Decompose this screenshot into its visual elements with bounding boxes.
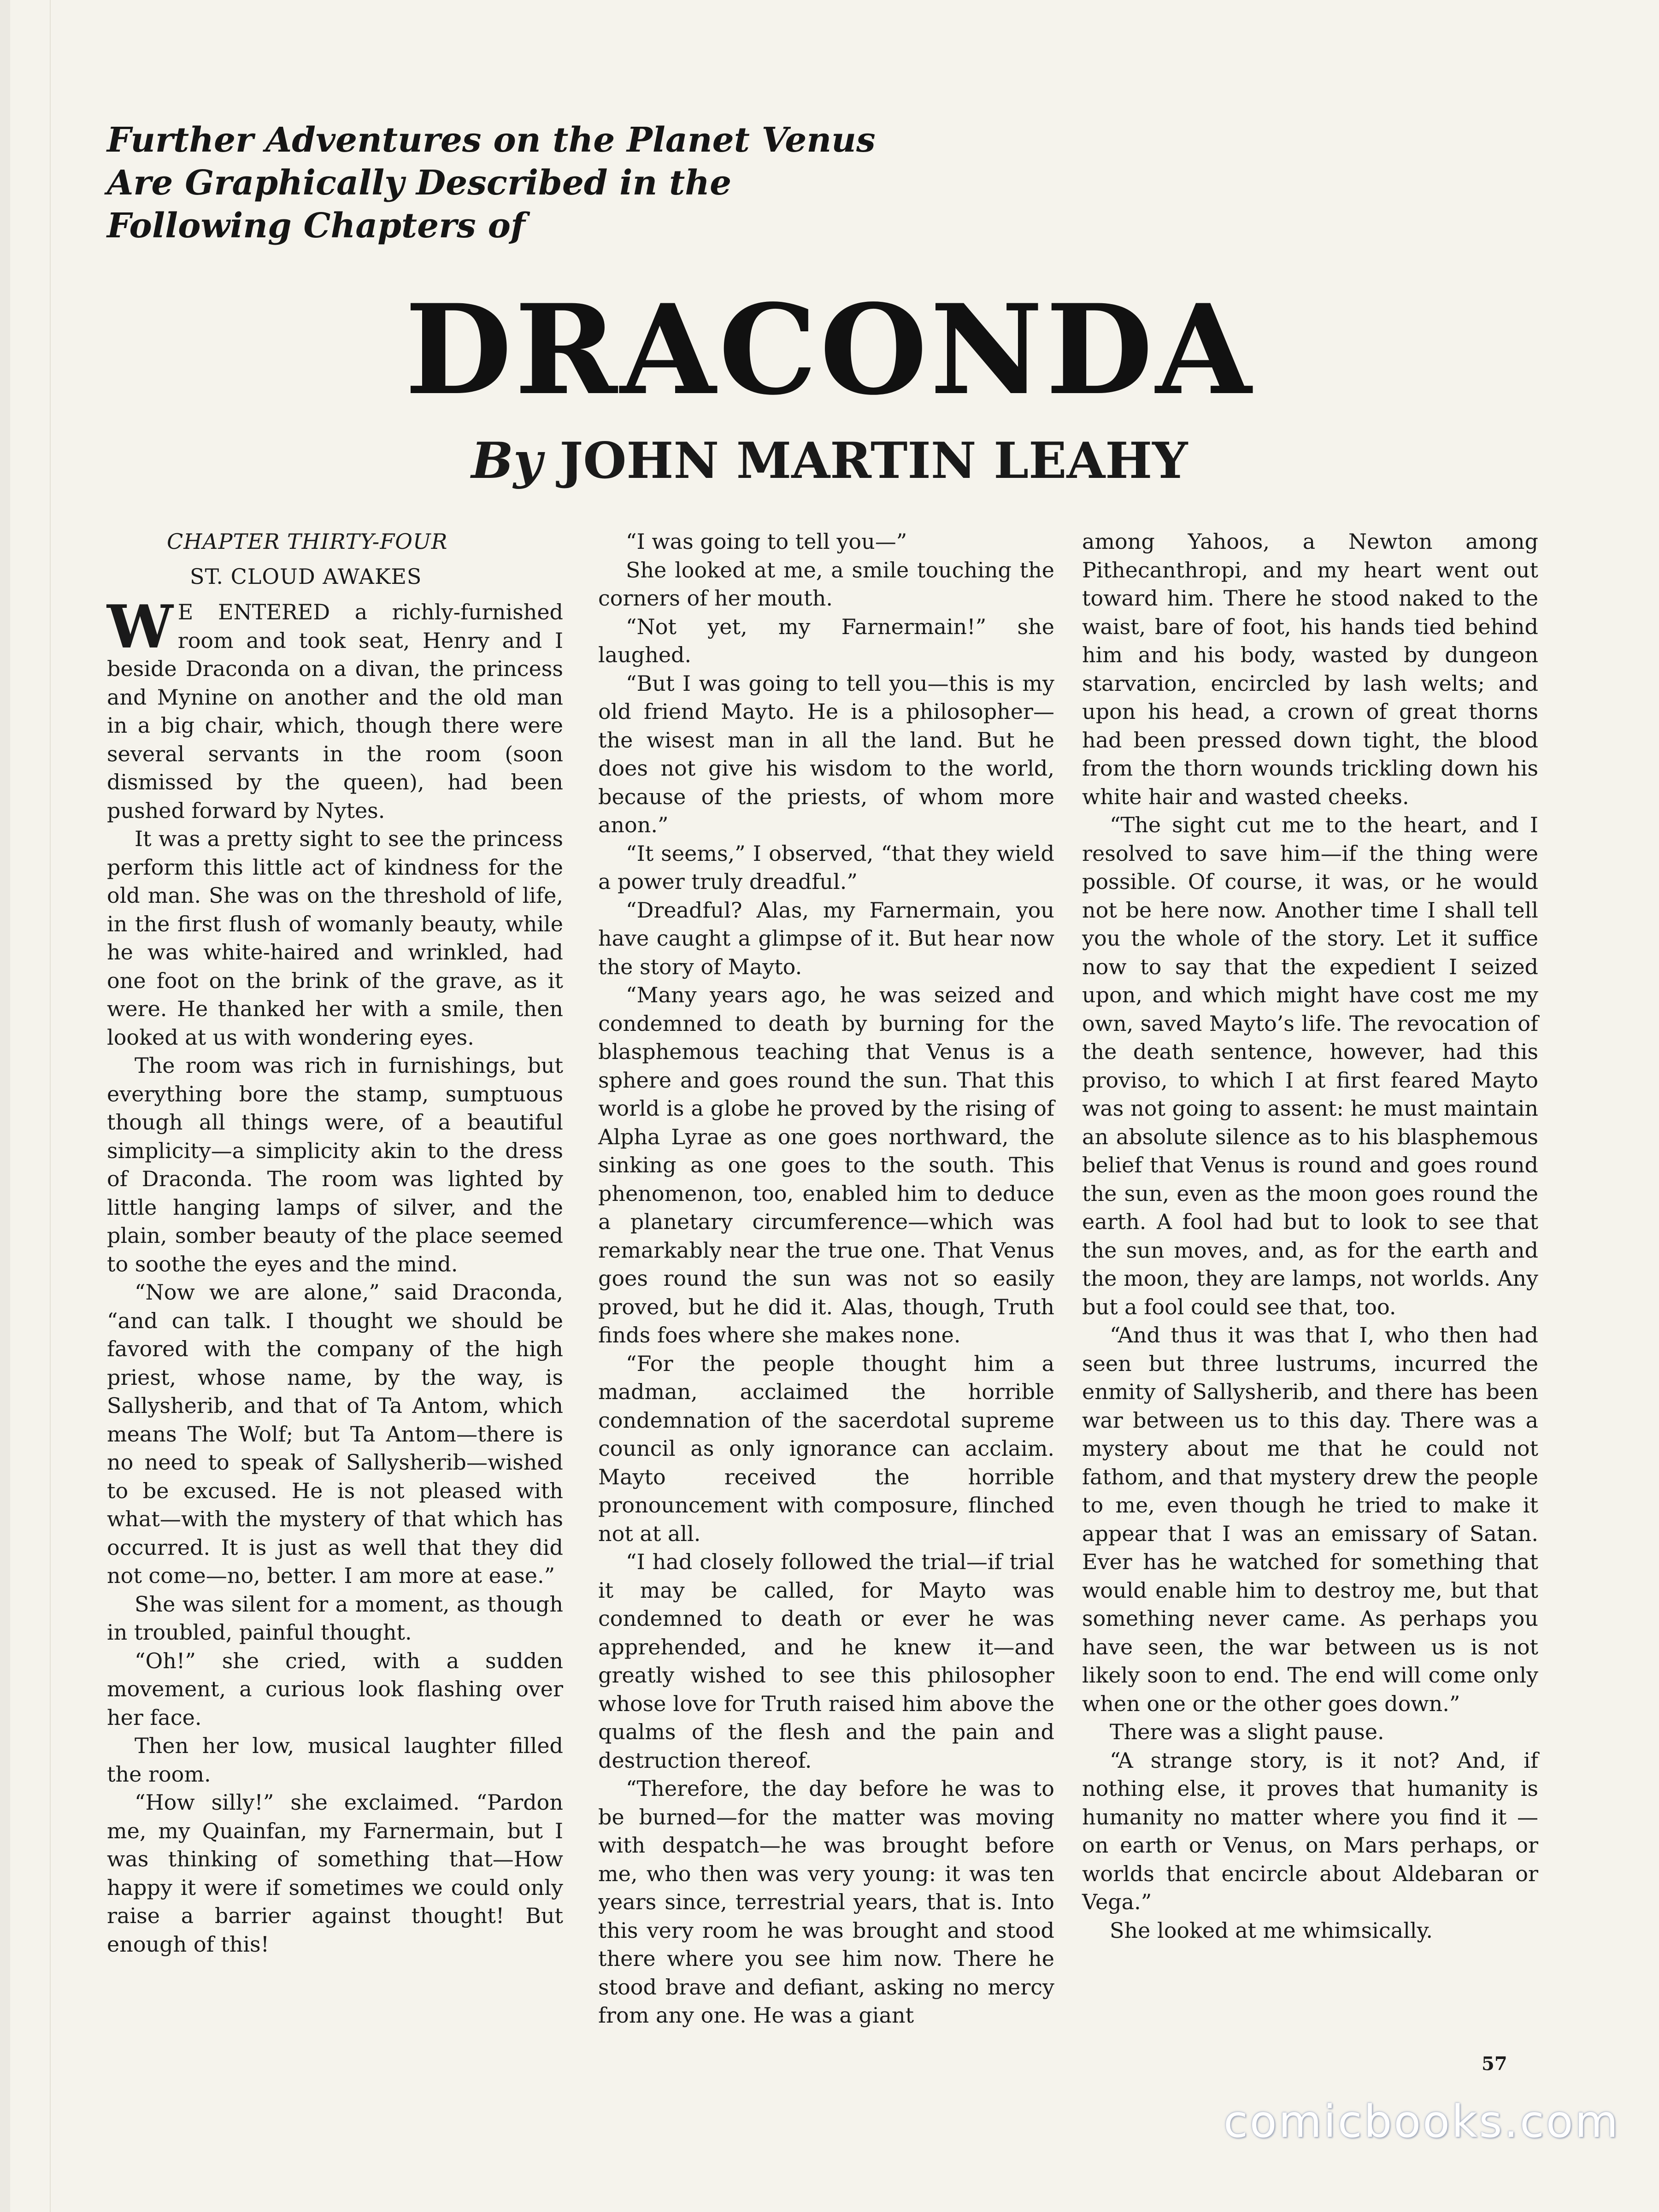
paragraph: “Many years ago, he was seized and condemned to death by burning for the blasphemous teaching that Venus is a sphere and goes round the sun. That this world is a globe he proved by the rising of Alpha Lyrae as one goes northward, the sinking as one goes to the south. This phenomenon, too, enabled him to deduce a planetary circumference—which was remarkably near the true one. That Venus goes round the sun was not so easily proved, but he did it. Alas, though, Truth finds foes where she makes none. [598,982,1054,1347]
paragraph: “Therefore, the day before he was to be burned—for the matter was moving with despatch—he was brought before me, who then was very young: it was ten years since, terrestrial years, that is. Into this very room he was brought and stood there where you see him now. There he stood brave and defiant, asking no mercy from any one. He was a giant [598,1776,1054,2028]
page-number: 57 [1482,2053,1507,2075]
paragraph: “The sight cut me to the heart, and I resolved to save him—if the thing were possible. Of course, it was, or he would not be here now. Another time I shall tell you the whole of the story. Let it suffice now to say that the expedient I seized upon, and which might have cost me my own, saved Mayto’s life. The revocation of the death sentence, however, had this proviso, to which I at first feared Mayto was not going to assent: he must maintain an absolute silence as to his blasphemous belief that Venus is round and goes round the sun, even as the moon goes round the earth. A fool had but to look to see that the sun moves, and, as for the earth and the moon, they are lamps, not worlds. Any but a fool could see that, too. [1082,812,1538,1319]
paragraph: “Oh!” she cried, with a sudden movement, a curious look flashing over her face. [107,1648,563,1730]
intro-line: Are Graphically Described in the [107,163,732,203]
chapter-subheading: ST. CLOUD AWAKES [190,564,422,589]
drop-cap: W [107,593,173,662]
byline-by: By [471,432,542,490]
text-column-3 [1082,528,1538,1945]
paragraph: The room was rich in furnishings, but everything bore the stamp, sumptuous though all things were, of a beautiful simplicity—a simplicity akin to the dress of Draconda. The room was lighted by little hanging lamps of silver, and the plain, somber beauty of the place seemed to soothe the eyes and the mind. [107,1053,563,1277]
paragraph: It was a pretty sight to see the princess perform this little act of kindness for the old man. She was on the threshold of life, in the first flush of womanly beauty, while he was white-haired and wrinkled, had one foot on the brink of the grave, as it were. He thanked her with a smile, then looked at us with wondering eyes. [107,826,563,1050]
paragraph: There was a slight pause. [1110,1719,1384,1744]
paragraph: “And thus it was that I, who then had seen but three lustrums, incurred the enmity of Sallysherib, and there has been war between us to this day. There was a mystery about me that he could not fathom, and that mystery drew the people to me, even though he tried to make it appear that I was an emissary of Satan. Ever has he watched for something that would enable him to destroy me, but that something never came. As perhaps you have seen, the war between us is not likely soon to end. The end will come only when one or the other goes down.” [1082,1323,1538,1716]
byline [0,431,1659,491]
chapter-heading: CHAPTER THIRTY-FOUR [167,529,448,554]
byline-author: JOHN MARTIN LEAHY [559,432,1188,490]
paragraph: among Yahoos, a Newton among Pithecanthropi, and my heart went out toward him. There he stood naked to the waist, bare of foot, his hands tied behind him and his body, wasted by dungeon starvation, encircled by lash welts; and upon his head, a crown of great thorns had been pressed down tight, the blood from the thorn wounds trickling down his white hair and wasted cheeks. [1082,529,1538,809]
paragraph: “How silly!” she exclaimed. “Pardon me, my Quainfan, my Farnermain, but I was thinking of something that—How happy it were if sometimes we could only raise a barrier against thought! But enough of this! [107,1790,563,1957]
watermark: comicbooks.com [1224,2096,1620,2147]
paragraph: “For the people thought him a madman, acclaimed the horrible condemnation of the sacerdotal supreme council as only ignorance can acclaim. Mayto received the horrible pronouncement with composure, flinched not at all. [598,1351,1054,1546]
paragraph: Then her low, musical laughter filled the room. [107,1733,563,1787]
text-column-2 [598,528,1054,2030]
intro-blurb [107,119,1029,247]
paragraph: “But I was going to tell you—this is my old friend Mayto. He is a philosopher—the wisest man in all the land. But he does not give his wisdom to the world, because of the priests, of whom more anon.” [598,671,1054,837]
paragraph: “A strange story, is it not? And, if nothing else, it proves that humanity is humanity no matter where you find it —on earth or Venus, on Mars perhaps, or worlds that encircle about Aldebaran or Vega.” [1082,1747,1538,1914]
paragraph-text: E ENTERED a richly-furnished room and took seat, Henry and I beside Draconda on a divan, the princess and Mynine on another and the old man in a big chair, which, though there were several servants in the room (soon dismissed by the queen), had been pushed forward by Nytes. [107,600,563,823]
paragraph: She looked at me whimsically. [1110,1918,1433,1943]
intro-line: Following Chapters of [107,206,525,246]
paragraph: “It seems,” I observed, “that they wield a power truly dreadful.” [598,841,1054,894]
paragraph: She was silent for a moment, as though in troubled, painful thought. [107,1591,563,1645]
paragraph: “Dreadful? Alas, my Farnermain, you have caught a glimpse of it. But hear now the story of Mayto. [598,897,1054,979]
paragraph: “Not yet, my Farnermain!” she laughed. [598,614,1054,667]
paragraph: “Now we are alone,” said Draconda, “and can talk. I thought we should be favored with the company of the high priest, whose name, by the way, is Sallysherib, and that of Ta Antom, which means The Wolf; but Ta Antom—there is no need to speak of Sallysherib—wished to be excused. He is not pleased with what—with the mystery of that which has occurred. It is just as well that they did not come—no, better. I am more at ease.” [107,1280,563,1588]
intro-line: Further Adventures on the Planet Venus [107,120,876,160]
paragraph: She looked at me, a smile touching the corners of her mouth. [598,557,1054,611]
story-title: DRACONDA [405,277,1254,423]
text-column-1 [107,528,563,1959]
paragraph: “I was going to tell you—” [626,529,907,554]
paragraph [107,593,563,825]
paragraph: “I had closely followed the trial—if trial it may be called, for Mayto was condemned to death or ever he was apprehended, and he knew it—and greatly wished to see this philosopher whose love for Truth raised him above the qualms of the flesh and the pain and destruction thereof. [598,1549,1054,1773]
